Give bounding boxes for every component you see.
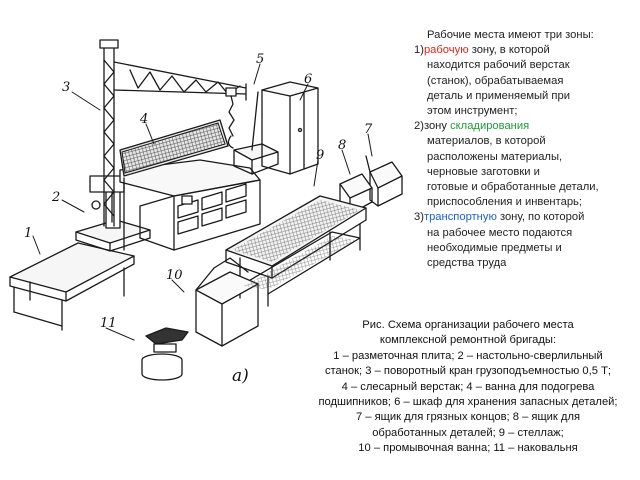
caption-line: обработанных деталей; 9 – стеллаж; xyxy=(372,426,564,439)
zone-3-number: 3) xyxy=(414,211,424,224)
label-7: 7 xyxy=(364,122,373,137)
label-9: 9 xyxy=(316,148,325,163)
zones-description xyxy=(414,28,636,271)
zone-2-text: расположены материалы, xyxy=(427,150,563,163)
zone-1-text: находится рабочий верстак xyxy=(427,59,570,72)
zone-2-text: черновые заготовки и xyxy=(427,165,540,178)
zone-1-text: этом инструмент; xyxy=(427,105,518,118)
label-1: 1 xyxy=(24,226,33,241)
washing-bath xyxy=(196,258,258,346)
zone-3-text: необходимые предметы и xyxy=(427,241,562,254)
caption-line: 1 – разметочная плита; 2 – настольно-сверлильный xyxy=(333,349,603,362)
zone-3-text: на рабочее место подаются xyxy=(427,226,573,239)
label-6: 6 xyxy=(304,72,313,87)
zone-3-line xyxy=(414,210,636,225)
zone-2-keyword: складирования xyxy=(450,120,530,133)
figure-label: а) xyxy=(232,366,249,386)
label-10: 10 xyxy=(166,268,183,283)
zones-intro: Рабочие места имеют три зоны: xyxy=(427,29,594,41)
caption-line: 4 – слесарный верстак; 4 – ванна для подогрева xyxy=(341,380,595,393)
zone-1-text: деталь и применяемый при xyxy=(427,89,570,102)
zone-2-line xyxy=(414,119,636,134)
caption-line: комплексной ремонтной бригады: xyxy=(379,334,557,347)
bearing-bath xyxy=(234,92,278,174)
zone-3-keyword: транспортную xyxy=(423,211,497,224)
caption-line: Рис. Схема организации рабочего места xyxy=(362,319,574,331)
anvil xyxy=(142,328,188,380)
zone-2-number: 2) xyxy=(414,120,424,133)
figure-caption xyxy=(296,318,640,457)
label-11: 11 xyxy=(100,316,117,331)
zone-2-prefix: зону xyxy=(423,120,451,133)
label-8: 8 xyxy=(338,138,347,153)
label-2: 2 xyxy=(52,190,61,205)
caption-line: 7 – ящик для грязных концов; 8 – ящик для xyxy=(355,411,581,424)
label-4: 4 xyxy=(140,112,149,127)
caption-line: подшипников; 6 – шкаф для хранения запасных деталей; xyxy=(318,396,618,409)
zone-2-text: готовые и обработанные детали, xyxy=(427,181,599,194)
zone-1-text: (станок), обрабатываемая xyxy=(427,74,564,87)
zone-3-text: средства труда xyxy=(427,257,507,270)
label-5: 5 xyxy=(256,52,265,67)
zone-1-line xyxy=(414,43,636,58)
zone-1-keyword: рабочую xyxy=(423,44,469,57)
zone-3-rest: зону, по которой xyxy=(496,211,585,224)
parts-cabinet xyxy=(262,82,318,174)
zone-1-rest: зону, в которой xyxy=(468,44,550,57)
zone-2-text: приспособления и инвентарь; xyxy=(427,196,582,209)
zone-2-text: материалов, в которой xyxy=(427,135,546,148)
label-3: 3 xyxy=(62,80,71,95)
zone-1-number: 1) xyxy=(414,44,424,57)
caption-line: 10 – промывочная ванна; 11 – наковальня xyxy=(358,442,578,455)
caption-line: станок; 3 – поворотный кран грузоподъемностью 0,5 Т; xyxy=(324,365,612,378)
